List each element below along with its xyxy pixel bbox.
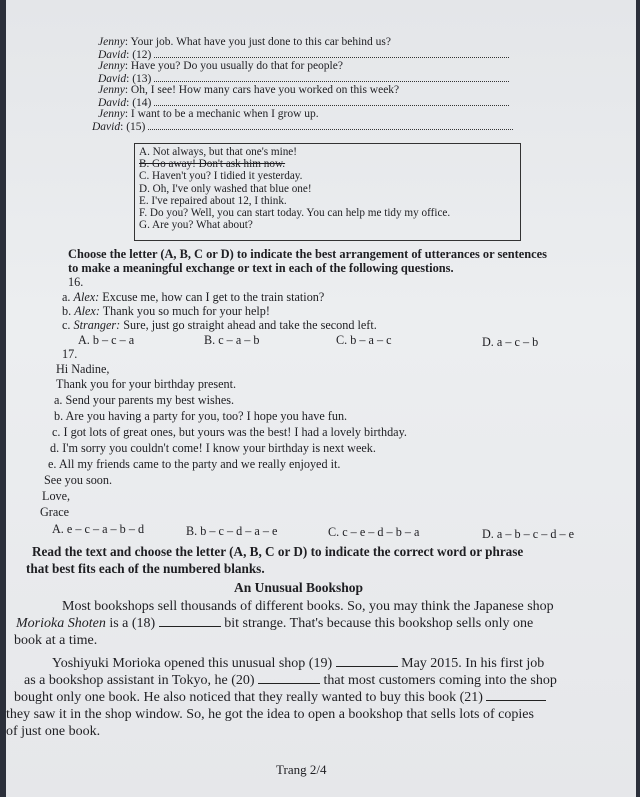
speaker: David — [92, 121, 121, 133]
q16-choice-c[interactable]: C. b – a – c — [336, 333, 392, 347]
line-text: (15) — [126, 121, 146, 133]
q17-choice-c[interactable]: C. c – e – d – b – a — [328, 525, 420, 539]
q16-choice-d[interactable]: D. a – c – b — [482, 335, 539, 349]
passage-line: bought only one book. He also noticed that they really wanted to buy this book (21) — [14, 690, 546, 706]
dialogue-line: David: (14) — [98, 96, 509, 109]
passage-line: book at a time. — [14, 633, 98, 648]
blank-20 — [258, 683, 320, 684]
passage-line: Yoshiyuki Morioka opened this unusual shop (19) May 2015. In his first job — [52, 656, 545, 671]
q17-line: c. I got lots of great ones, but yours was the best! I had a lovely birthday. — [52, 425, 407, 439]
q17-line: Thank you for your birthday present. — [56, 377, 237, 391]
speaker: Jenny — [98, 60, 125, 72]
option-g: G. Are you? What about? — [139, 219, 253, 232]
line-text: Your job. What have you just done to this car behind us? — [130, 36, 392, 48]
option-d: D. Oh, I've only washed that blue one! — [139, 182, 312, 195]
dialogue-line: David: (13) — [98, 72, 509, 85]
q17-choice-a[interactable]: A. e – c – a – b – d — [52, 522, 145, 536]
option-e: E. I've repaired about 12, I think. — [139, 194, 287, 207]
passage-line: as a bookshop assistant in Tokyo, he (20) that most customers coming into the shop — [24, 673, 557, 688]
line-text: I want to be a mechanic when I grow up. — [130, 108, 319, 120]
q17-line: Love, — [42, 489, 71, 503]
dialogue-line: David: (15) — [92, 120, 513, 133]
q17-line: See you soon. — [44, 473, 113, 487]
q16-choice-b[interactable]: B. c – a – b — [204, 333, 260, 347]
blank-19 — [336, 666, 398, 667]
speaker: David — [98, 49, 127, 61]
line-text: (13) — [132, 73, 152, 85]
option-c: C. Haven't you? I tidied it yesterday. — [139, 170, 303, 183]
section3-instruction: that best fits each of the numbered blanks. — [26, 561, 265, 576]
dialogue-line: Jenny: I want to be a mechanic when I grow up. — [98, 108, 319, 120]
page-number: Trang 2/4 — [276, 762, 327, 777]
dialogue-line: Jenny: Have you? Do you usually do that for people? — [98, 60, 343, 72]
line-text: (14) — [132, 97, 152, 109]
blank-18 — [159, 626, 221, 627]
speaker: Jenny — [98, 36, 125, 48]
passage-line: they saw it in the shop window. So, he got the idea to open a bookshop that sells lots of copies — [6, 707, 534, 722]
q16-line-b: b. Alex: Thank you so much for your help! — [62, 304, 270, 318]
answer-line — [154, 72, 509, 82]
answer-line — [154, 96, 509, 106]
q16-line-a: a. Alex: Excuse me, how can I get to the train station? — [62, 290, 325, 304]
passage-line: of just one book. — [6, 724, 101, 739]
answer-line — [148, 120, 513, 130]
speaker: Jenny — [98, 108, 125, 120]
passage-line: Morioka Shoten is a (18) bit strange. That's because this bookshop sells only one — [16, 616, 534, 631]
section3-instruction: Read the text and choose the letter (A, B, C or D) to indicate the correct word or phrase — [32, 544, 524, 559]
dialogue-line: Jenny: Oh, I see! How many cars have you worked on this week? — [98, 84, 400, 96]
speaker: David — [98, 97, 127, 109]
q16-choice-a[interactable]: A. b – c – a — [78, 333, 135, 347]
line-text: (12) — [132, 49, 152, 61]
section2-instruction: to make a meaningful exchange or text in each of the following questions. — [68, 261, 454, 275]
passage-title: An Unusual Bookshop — [234, 580, 364, 595]
q17-line: e. All my friends came to the party and we really enjoyed it. — [48, 457, 341, 471]
exam-page — [6, 0, 636, 797]
q17-number: 17. — [62, 347, 78, 361]
option-f: F. Do you? Well, you can start today. You can help me tidy my office. — [139, 207, 451, 220]
passage-line: Most bookshops sell thousands of different books. So, you may think the Japanese shop — [62, 599, 554, 614]
q17-line: d. I'm sorry you couldn't come! I know your birthday is next week. — [50, 441, 376, 455]
q17-line: Hi Nadine, — [56, 362, 110, 376]
q16-line-c: c. Stranger: Sure, just go straight ahead and take the second left. — [62, 318, 377, 332]
section2-instruction: Choose the letter (A, B, C or D) to indicate the best arrangement of utterances or sentences — [68, 247, 547, 261]
answer-line — [154, 48, 509, 58]
q17-choice-b[interactable]: B. b – c – d – a – e — [186, 524, 278, 538]
speaker: David — [98, 73, 127, 85]
line-text: Have you? Do you usually do that for people? — [130, 60, 343, 72]
option-b: B. Go away! Don't ask him now. — [139, 158, 286, 171]
line-text: Oh, I see! How many cars have you worked on this week? — [130, 84, 400, 96]
q17-choice-d[interactable]: D. a – b – c – d – e — [482, 527, 575, 541]
options-box — [134, 143, 521, 241]
speaker: Jenny — [98, 84, 125, 96]
q17-line: a. Send your parents my best wishes. — [54, 393, 235, 407]
blank-21 — [486, 700, 546, 701]
dialogue-line: David: (12) — [98, 48, 509, 61]
dialogue-line: Jenny: Your job. What have you just done to this car behind us? — [98, 36, 392, 48]
option-a: A. Not always, but that one's mine! — [139, 146, 297, 158]
q17-line: Grace — [40, 505, 70, 519]
q16-number: 16. — [68, 275, 84, 289]
q17-line: b. Are you having a party for you, too? I hope you have fun. — [54, 409, 348, 423]
